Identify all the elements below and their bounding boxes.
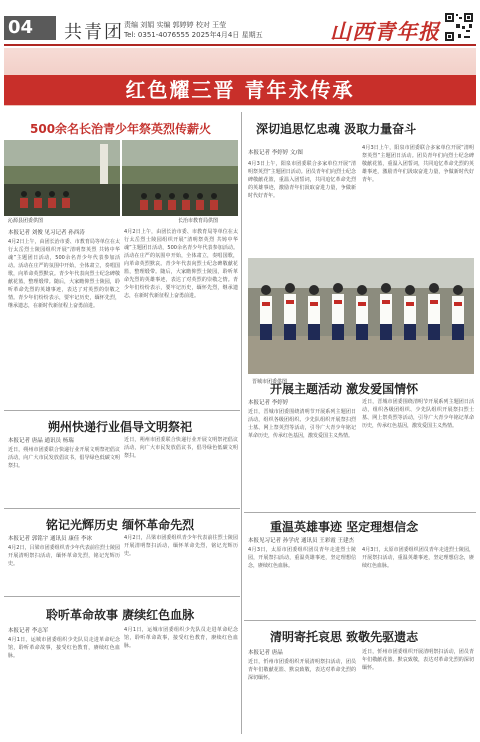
article-body-4b: 近日，朔州市团委联合快递行业开展文明祭祀倡议活动，向广大市民发放倡议书，倡导绿色低碳文明祭扫。 <box>124 437 238 459</box>
byline-8: 本报记者 李志军 <box>8 628 49 634</box>
page-header <box>0 0 480 46</box>
article-title-8: 聆听革命故事 赓续红色血脉 <box>46 608 195 622</box>
byline-7: 本报记者 唐晶 <box>248 650 283 656</box>
article-body-7b: 近日，忻州市团委组织开展清明祭扫活动，团员青年们敬献花篮、默哀致敬，表达对革命先烈的深切缅怀。 <box>362 649 474 671</box>
byline-3: 本报记者 李婷婷 <box>248 400 289 406</box>
article-body-8b: 4月1日，运城市团委组织少先队员走进革命纪念馆，聆听革命故事，接受红色教育，赓续红色血脉。 <box>124 627 238 649</box>
row-rule-left-2 <box>4 508 240 509</box>
page-number: 04 <box>4 16 56 40</box>
byline-1: 本报记者 刘俊 见习记者 孙西涛 <box>8 230 85 236</box>
qr-code-icon <box>444 12 474 42</box>
article-title-6: 铭记光辉历史 缅怀革命先烈 <box>46 518 195 532</box>
newspaper-brand: 山西青年报 <box>330 19 440 44</box>
article-body-4a: 近日，朔州市团委联合快递行业开展文明祭祀倡议活动，向广大市民发放倡议书，倡导绿色低碳文明祭扫。 <box>8 447 120 469</box>
article-body-1a: 4月2日上午，由团长治市委、市教育局等单位在太行太岳烈士陵园组织开展“清明祭英烈 共铸中华魂”主题团日活动，500余名青少年代表参加活动。活动在庄严的氛围中开始，全体肃立，奏唱国歌，向革命英烈默哀。青少年代表向烈士纪念碑敬献花篮，整理缎带。随后，大家瞻仰烈士陵园，聆听革命先烈的英雄事迹，表达了对英烈的崇敬之情。青少年们纷纷表示，要牢记历史，缅怀先烈，继承遗志，在新时代新征程上奋勇前进。 <box>8 239 120 309</box>
article-body-2a: 4月3日上午，阳泉市团委联合多家单位开展“清明祭英烈”主题团日活动。团员青年们向烈士纪念碑敬献花篮，重温入团誓词，共同追忆革命先烈的英雄事迹，激励青年们汲取奋进力量，争做新时代好青年。 <box>248 161 356 199</box>
article-body-3a: 近日，晋城市团委围绕清明节开展系列主题团日活动，组织各级团组织、少先队组织开展祭扫烈士墓、网上祭英烈等活动，引导广大青少年铭记革命历史，传承红色基因，激发爱国主义热情。 <box>248 409 356 439</box>
article-title-2: 深切追思忆忠魂 汲取力量奋斗 <box>256 122 417 136</box>
article-title-5: 重温英雄事迹 坚定理想信念 <box>270 520 419 534</box>
article-title-7: 清明寄托哀思 致敬先驱遗志 <box>270 630 419 644</box>
editor-line: 责编 刘娟 实编 郭婷婷 校对 王莹 <box>124 21 227 29</box>
byline-6: 本报记者 郭铭宇 通讯员 康佳 李冰 <box>8 536 92 542</box>
photo-1 <box>4 140 238 216</box>
photo-caption-1: 沁源县团委供图 <box>8 218 44 224</box>
article-body-3b: 近日，晋城市团委围绕清明节开展系列主题团日活动，组织各级团组织、少先队组织开展祭扫烈士墓、网上祭英烈等活动，引导广大青少年铭记革命历史，传承红色基因，激发爱国主义热情。 <box>362 399 474 429</box>
row-rule-right-2 <box>244 620 476 621</box>
article-body-1b: 4月2日上午，由团长治市委、市教育局等单位在太行太岳烈士陵园组织开展“清明祭英烈 共铸中华魂”主题团日活动，500余名青少年代表参加活动。活动在庄严的氛围中开始，全体肃立，奏唱国歌，向革命英烈默哀。青少年代表向烈士纪念碑敬献花篮，整理缎带。随后，大家瞻仰烈士陵园，聆听革命先烈的英雄事迹，表达了对英烈的崇敬之情。青少年们纷纷表示，要牢记历史，缅怀先烈，继承遗志，在新时代新征程上奋勇前进。 <box>124 229 238 299</box>
photo-caption-3: 晋城市团委供图 <box>252 379 288 385</box>
article-body-2b: 4月3日上午，阳泉市团委联合多家单位开展“清明祭英烈”主题团日活动。团员青年们向烈士纪念碑敬献花篮，重温入团誓词，共同追忆革命先烈的英雄事迹，激励青年们汲取奋进力量，争做新时代好青年。 <box>362 145 474 183</box>
page-banner: 红色耀三晋 青年永传承 <box>4 75 476 105</box>
byline-2: 本报记者 李婷婷 文/图 <box>248 150 303 156</box>
article-body-7a: 近日，忻州市团委组织开展清明祭扫活动，团员青年们敬献花篮、默哀致敬，表达对革命先烈的深切缅怀。 <box>248 659 356 681</box>
header-rule <box>4 44 476 46</box>
row-rule-right-1 <box>244 512 476 513</box>
article-title-3: 开展主题活动 激发爱国情怀 <box>270 382 419 396</box>
row-rule-left-3 <box>4 596 240 597</box>
article-body-5b: 4月3日，太原市团委组织团员青年走进烈士陵园，开展祭扫活动，重温英雄事迹，坚定理想信念，赓续红色血脉。 <box>362 547 474 569</box>
phone-line: Tel: 0351-4076555 2025年4月4日 星期五 <box>124 31 263 39</box>
article-body-6a: 4月2日，吕梁市团委组织青少年代表前往烈士陵园开展清明祭扫活动，缅怀革命先烈，铭记光辉历史。 <box>8 545 120 567</box>
row-rule-left-1 <box>4 410 240 411</box>
article-title-1: 500余名长治青少年祭英烈传薪火 <box>30 122 212 136</box>
photo-2 <box>248 258 474 374</box>
center-column-rule <box>241 112 242 734</box>
byline-4: 本报记者 唐晶 通讯员 杨瑞 <box>8 438 74 444</box>
section-name: 共青团 <box>64 22 124 43</box>
article-body-6b: 4月2日，吕梁市团委组织青少年代表前往烈士陵园开展清明祭扫活动，缅怀革命先烈，铭记光辉历史。 <box>124 535 238 557</box>
article-title-4: 朔州快递行业倡导文明祭祀 <box>48 420 193 434</box>
photo-caption-2: 长治市教育局供图 <box>178 218 219 224</box>
article-body-8a: 4月1日，运城市团委组织少先队员走进革命纪念馆，聆听革命故事，接受红色教育，赓续红色血脉。 <box>8 637 120 659</box>
article-body-5a: 4月3日，太原市团委组织团员青年走进烈士陵园，开展祭扫活动，重温英雄事迹，坚定理想信念，赓续红色血脉。 <box>248 547 356 569</box>
byline-5: 本报见习记者 孙学虎 通讯员 王彩霞 王建杰 <box>248 538 354 544</box>
